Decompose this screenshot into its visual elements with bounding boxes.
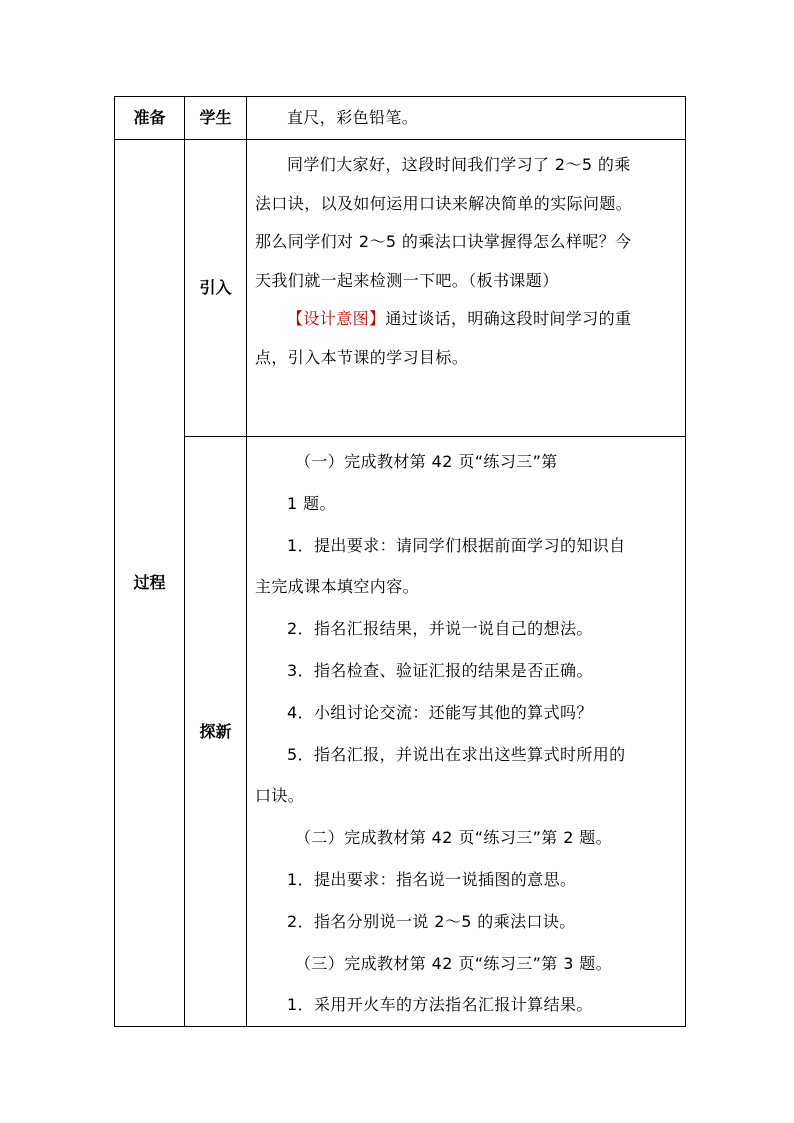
explore-line: （三）完成教材第 42 页“练习三”第 3 题。 xyxy=(295,953,613,973)
intro-row xyxy=(115,140,686,437)
explore-row xyxy=(115,437,686,1027)
explore-line: 1．提出要求：指名说一说插图的意思。 xyxy=(287,869,577,889)
explore-line: 5．指名汇报，并说出在求出这些算式时所用的 xyxy=(287,744,626,764)
design-intent-tag: 【设计意图】 xyxy=(287,309,386,328)
design-intent-line-2: 点，引入本节课的学习目标。 xyxy=(255,347,469,367)
explore-line: 1．采用开火车的方法指名汇报计算结果。 xyxy=(287,995,593,1015)
explore-line: （一）完成教材第 42 页“练习三”第 xyxy=(295,452,558,471)
intro-content xyxy=(247,140,686,437)
intro-line: 同学们大家好，这段时间我们学习了 2～5 的乘 xyxy=(287,155,631,174)
lesson-plan-table xyxy=(114,96,686,1027)
explore-line: 1．提出要求：请同学们根据前面学习的知识自 xyxy=(287,535,626,555)
explore-label: 探新 xyxy=(185,437,247,1027)
prep-label: 准备 xyxy=(115,97,185,140)
explore-line: 1 题。 xyxy=(287,493,336,513)
explore-line: 4．小组讨论交流：还能写其他的算式吗？ xyxy=(287,702,593,722)
intro-line: 那么同学们对 2～5 的乘法口诀掌握得怎么样呢？今 xyxy=(255,232,632,251)
prep-content xyxy=(247,97,686,140)
explore-line: 主完成课本填空内容。 xyxy=(255,577,420,597)
process-label: 过程 xyxy=(115,140,185,1027)
explore-line: 2．指名分别说一说 2～5 的乘法口诀。 xyxy=(287,911,576,931)
design-intent-text: 通过谈话，明确这段时间学习的重 xyxy=(385,309,632,328)
design-intent-line xyxy=(255,300,679,339)
intro-line: 法口诀，以及如何运用口诀来解决简单的实际问题。 xyxy=(255,193,633,213)
prep-row xyxy=(115,97,686,140)
intro-label: 引入 xyxy=(185,140,247,437)
prep-role-label: 学生 xyxy=(185,97,247,140)
explore-line: 2．指名汇报结果，并说一说自己的想法。 xyxy=(287,619,593,639)
prep-text: 直尺，彩色铅笔。 xyxy=(287,108,419,127)
explore-line: （二）完成教材第 42 页“练习三”第 2 题。 xyxy=(295,828,613,848)
explore-line: 口诀。 xyxy=(255,786,305,806)
intro-line: 天我们就一起来检测一下吧。（板书课题） xyxy=(255,270,559,290)
explore-line: 3．指名检查、验证汇报的结果是否正确。 xyxy=(287,660,593,680)
explore-content xyxy=(247,437,686,1027)
